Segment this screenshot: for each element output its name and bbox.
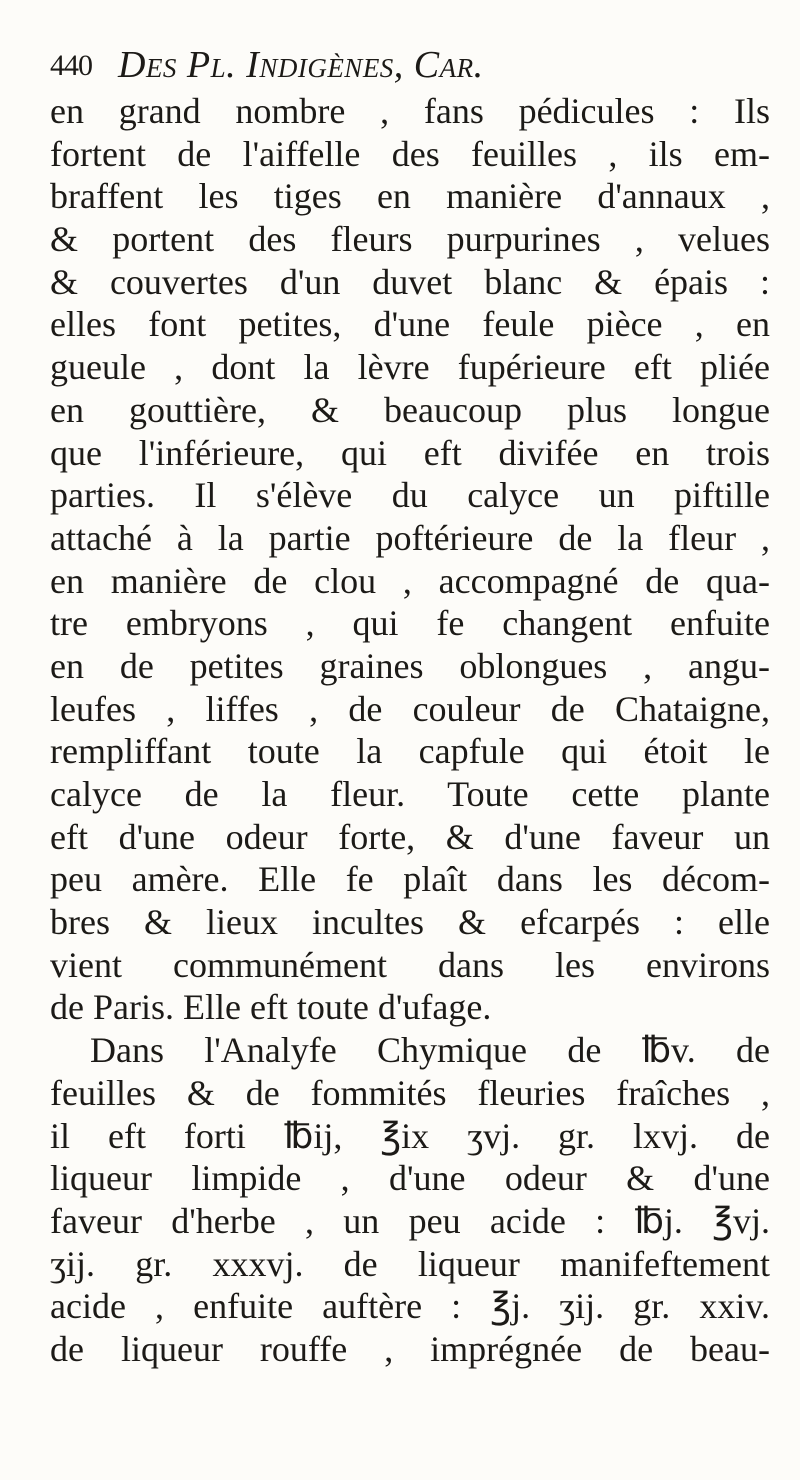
text-line: faveur d'herbe , un peu acide : ℔j. ℥vj. [50,1200,770,1241]
text-line: bres & lieux incultes & efcarpés : elle [50,902,770,943]
text-line: calyce de la fleur. Toute cette plante [50,774,770,814]
text-line: en gouttière, & beaucoup plus longue [50,389,770,430]
text-line: peu amère. Elle fe plaît dans les décom- [50,859,770,900]
text-line: liqueur limpide , d'une odeur & d'une [50,1158,770,1199]
text-line: feuilles & de fommités fleuries fraîches , [50,1072,770,1113]
text-line: que l'inférieure, qui eft divifée en trois [50,432,770,473]
text-line: attaché à la partie poftérieure de la fleur , [50,517,770,558]
text-line: en manière de clou , accompagné de qua- [50,560,770,601]
text-line: ʒij. gr. xxxvj. de liqueur manifeftement [50,1243,770,1284]
page-number: 440 [50,49,92,82]
running-title: Des Pl. Indigènes, Car. [118,44,484,86]
text-line: parties. Il s'élève du calyce un piftille [50,475,770,516]
text-line: en grand nombre , fans pédicules : Ils [50,91,770,131]
text-line: braffent les tiges en manière d'annaux , [50,176,770,217]
text-line: tre embryons , qui fe changent enfuite [50,603,770,644]
text-line: elles font petites, d'une feule pièce , en [50,304,770,345]
text-line: acide , enfuite auftère : ℥j. ʒij. gr. xxiv. [50,1286,770,1327]
text-line: vient communément dans les environs [50,944,770,985]
text-line: leufes , liffes , de couleur de Chataigne, [50,688,770,729]
running-head [50,40,770,90]
text-line: de liqueur rouffe , imprégnée de beau- [50,1328,770,1369]
text-line: il eft forti ℔ij, ℥ix ʒvj. gr. lxvj. de [50,1115,770,1156]
body-text [50,90,770,1371]
text-line: fortent de l'aiffelle des feuilles , ils em- [50,133,770,174]
text-line: eft d'une odeur forte, & d'une faveur un [50,816,770,857]
text-line: de Paris. Elle eft toute d'ufage. [50,987,492,1028]
text-line: Dans l'Analyfe Chymique de ℔v. de [90,1030,770,1071]
text-line: rempliffant toute la capfule qui étoit le [50,731,770,772]
text-line: en de petites graines oblongues , angu- [50,645,770,686]
text-line: gueule , dont la lèvre fupérieure eft pliée [50,347,770,388]
text-line: & couvertes d'un duvet blanc & épais : [50,261,770,302]
text-line: & portent des fleurs purpurines , velues [50,219,770,260]
